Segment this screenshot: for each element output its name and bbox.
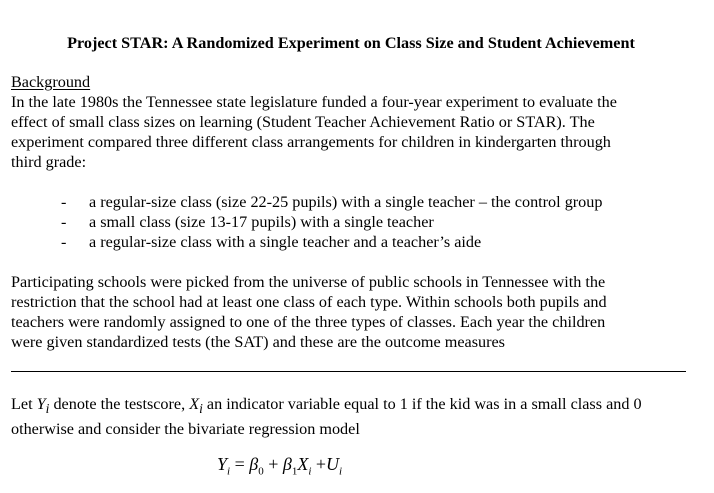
intro-paragraph	[11, 92, 681, 172]
intro-line: effect of small class sizes on learning (Student Teacher Achievement Ratio or STAR). The	[11, 113, 595, 131]
schools-line: Participating schools were picked from the universe of public schools in Tennessee with the	[11, 273, 606, 291]
eq-y-subscript: i	[227, 465, 231, 478]
list-item-text: a regular-size class with a single teacher and a teacher’s aide	[89, 233, 482, 251]
model-text: an indicator variable equal to 1 if the kid was in a small class and 0	[202, 395, 642, 413]
model-paragraph	[11, 394, 691, 439]
model-text: denote the testscore,	[49, 395, 190, 413]
eq-plus: +	[311, 454, 327, 474]
section-heading-background: Background	[11, 73, 91, 91]
eq-y: Y	[217, 454, 228, 474]
intro-line: third grade:	[11, 153, 87, 171]
dash-bullet: -	[61, 213, 67, 231]
eq-u-subscript: i	[339, 465, 343, 478]
dash-bullet: -	[61, 233, 67, 251]
eq-u: U	[326, 454, 340, 474]
eq-x-subscript: i	[308, 465, 312, 478]
eq-beta-0-subscript: 0	[258, 465, 264, 478]
eq-equals: =	[230, 454, 250, 474]
list-item	[61, 212, 602, 232]
x-subscript: i	[199, 401, 203, 417]
model-line	[11, 394, 691, 419]
class-arrangement-list	[61, 192, 602, 252]
model-line: otherwise and consider the bivariate regression model	[11, 420, 360, 439]
schools-line: were given standardized tests (the SAT) and these are the outcome measures	[11, 333, 505, 351]
list-item	[61, 192, 602, 212]
schools-line: teachers were randomly assigned to one of the three types of classes. Each year the children	[11, 313, 606, 331]
document-title: Project STAR: A Randomized Experiment on Class Size and Student Achievement	[67, 34, 635, 52]
eq-beta-0: β	[249, 454, 259, 474]
y-subscript: i	[45, 401, 50, 417]
list-item	[61, 232, 602, 252]
eq-beta-1: β	[282, 454, 292, 474]
y-symbol: Y	[36, 395, 46, 413]
list-item-text: a regular-size class (size 22-25 pupils) with a single teacher – the control group	[89, 193, 603, 211]
schools-paragraph	[11, 272, 681, 352]
eq-beta-1-subscript: 1	[291, 465, 298, 478]
eq-plus: +	[263, 454, 283, 474]
horizontal-divider	[11, 371, 686, 372]
model-text: Let	[11, 395, 37, 413]
intro-line: In the late 1980s the Tennessee state legislature funded a four-year experiment to evaluate the	[11, 93, 617, 111]
x-symbol: X	[189, 395, 200, 413]
intro-line: experiment compared three different class arrangements for children in kindergarten through	[11, 133, 611, 151]
schools-line: restriction that the school had at least one class of each type. Within schools both pupils and	[11, 293, 607, 311]
eq-x: X	[297, 454, 309, 474]
regression-equation	[217, 452, 342, 484]
dash-bullet: -	[61, 193, 67, 211]
list-item-text: a small class (size 13-17 pupils) with a single teacher	[89, 213, 434, 231]
